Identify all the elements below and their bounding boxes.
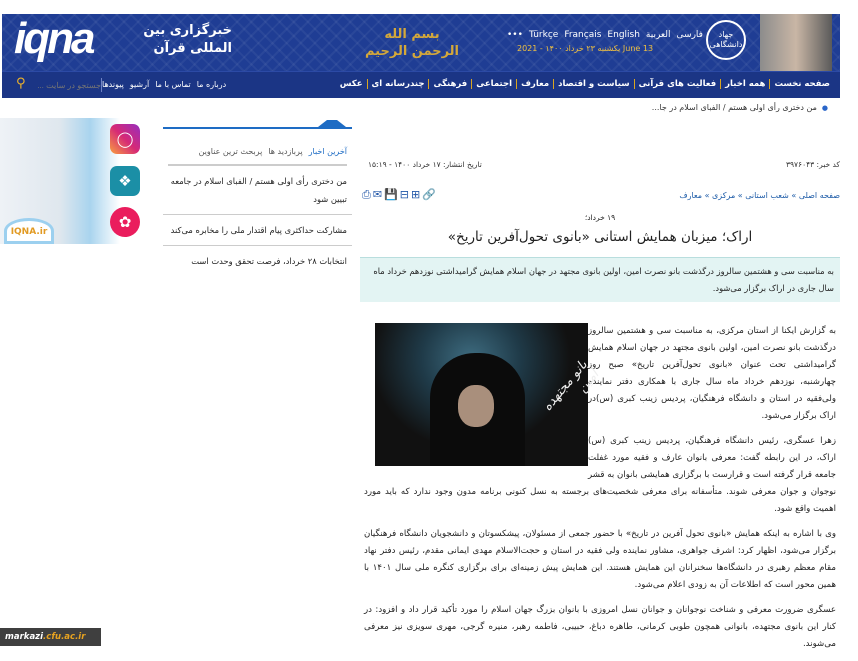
lang-english[interactable]: English: [607, 30, 640, 40]
article-paragraph: زهرا عسگری، رئیس دانشگاه فرهنگیان، پردیس زینب کبری (س) اراک، در این رابطه گفت: معرفی بانوان عارف و فقیه مورد غفلت جامعه قرار گرفته است و قرارست با برگزاری همایشی بانوان به قشر نوجوان و جوان معرفی شوند. متأسفانه برای معرفی شخصیت‌های برجسته به نسل کنونی برنامه مدون وجود ندارد که باید مورد اهمیت واقع شود.: [364, 436, 836, 514]
nav-about[interactable]: درباره ما: [196, 80, 227, 89]
nav-archive[interactable]: آرشیو: [129, 80, 150, 89]
article-title: اراک؛ میزبان همایش استانی «بانوی تحول‌آفرین تاریخ»: [447, 229, 753, 245]
article-tools: [362, 188, 436, 202]
main-nav: [2, 71, 840, 98]
font-decrease-icon[interactable]: ⊟: [399, 188, 409, 201]
badge-domain: .cfu.ac.ir: [43, 632, 86, 642]
tab-most-viewed[interactable]: پربازدید ها: [268, 147, 303, 156]
nav-social[interactable]: اجتماعی: [471, 79, 516, 89]
search-input[interactable]: [32, 78, 102, 92]
article-paragraph: وی با اشاره به اینکه همایش «بانوی تحول آفرین در تاریخ» با حضور جمعی از مسئولان، پیشکسوتان و دانشجویان دانشگاه فرهنگیان برگزار می‌شود، اظهار کرد: اشرف جواهری، مشاور نماینده ولی فقیه در استان و حجت‌الاسلام مهدی ایمانی مقدم، رئیس دفتر نهاد مقام معظم رهبری در دانشگاه‌ها سخنرانان این همایش هستند. این همایش پیش زمینه‌ای برای برگزاری کنگره ملی سال ۱۴۰۱ با همین محور است که اطلاعات آن به زودی اعلام می‌شود.: [364, 529, 837, 590]
font-increase-icon[interactable]: ⊞: [410, 188, 421, 201]
header-date: یکشنبه ۲۳ خرداد ۱۴۰۰ - 2021 June 13: [517, 44, 654, 53]
breadcrumb[interactable]: صفحه اصلی » شعب استانی » مرکزی » معارف: [679, 191, 840, 200]
lang-persian[interactable]: فارسی: [676, 30, 703, 40]
nav-quran[interactable]: فعالیت های قرآنی: [634, 79, 721, 89]
sidebar-top-bar: [163, 115, 352, 129]
sidebar-news-item[interactable]: انتخابات ۲۸ خرداد، فرصت تحقق وحدت است: [191, 256, 347, 266]
sidebar-tabs: [168, 147, 347, 166]
sidebar-news-item[interactable]: مشارکت حداکثری پیام اقتدار ملی را مخابره می‌کند: [163, 215, 352, 246]
lang-turkish[interactable]: Türkçe: [528, 30, 559, 40]
site-header: [2, 14, 840, 71]
site-badge[interactable]: [0, 628, 101, 646]
article-lead: به مناسبت سی و هشتمین سالروز درگذشت بانو نصرت امین، اولین بانوی مجتهد در جهان اسلام همایش گرامیداشتی نوزدهم خرداد ماه سال جاری در اراک برگزار می‌شود.: [360, 257, 840, 302]
instagram-icon[interactable]: ◯: [110, 124, 140, 154]
email-icon[interactable]: ✉: [372, 188, 383, 201]
aparat-icon[interactable]: ✿: [110, 207, 140, 237]
bismillah-calligraphy: بسم الله الرحمن الرحيم: [364, 27, 460, 59]
nav-maaref[interactable]: معارف: [516, 79, 553, 89]
nav-culture[interactable]: فرهنگی: [428, 79, 471, 89]
link-icon[interactable]: 🔗: [422, 188, 436, 201]
article-photo[interactable]: [375, 323, 603, 466]
soroush-icon[interactable]: ❖: [110, 166, 140, 196]
save-icon[interactable]: 💾: [384, 188, 398, 201]
lang-french[interactable]: Français: [564, 30, 602, 40]
search-icon[interactable]: ⚲: [16, 76, 26, 91]
article-paragraph: به گزارش ایکنا از استان مرکزی، به مناسبت سی و هشتمین سالروز درگذشت بانو نصرت امین، اولین بانوی مجتهد در جهان اسلام همایش گرامیداشتی تحت عنوان «بانوی تحول‌آفرین تاریخ» صبح روز چهارشنبه، نوزدهم خرداد ماه سال جاری با همکاری دفتر نماینده ولی‌فقیه در استان و دانشگاه فرهنگیان، پردیس زینب کبری (س)در اراک برگزار می‌شود.: [588, 326, 836, 421]
language-switcher: [507, 30, 703, 40]
print-icon[interactable]: ⎙: [362, 188, 371, 201]
tab-latest[interactable]: آخرین اخبار: [308, 147, 347, 156]
leaders-portrait: [760, 14, 832, 71]
article-body: [360, 323, 840, 661]
publish-date: تاریخ انتشار: ۱۷ خرداد ۱۴۰۰ - ۱۵:۱۹: [368, 160, 482, 169]
tab-most-discussed[interactable]: پربحث ترین عناوین: [198, 147, 263, 156]
nav-all-news[interactable]: همه اخبار: [720, 79, 769, 89]
news-ticker[interactable]: ● من دختری رأی اولی هستم / الفبای اسلام در جا...: [652, 103, 828, 112]
iqna-badge[interactable]: IQNA.ir: [4, 218, 54, 244]
jahad-emblem-icon: جهاد دانشگاهی: [706, 20, 746, 60]
nav-multimedia[interactable]: چندرسانه ای: [367, 79, 429, 89]
lang-arabic[interactable]: العربية: [645, 30, 671, 40]
news-code: کد خبر: ۳۹۷۶۰۴۳: [785, 160, 840, 169]
article-paragraph: عسگری ضرورت معرفی و شناخت نوجوانان و جوانان نسل امروزی با بانوان بزرگ جهان اسلام را مورد تأکید قرار داد و افزود: در کنار این بانوی مجتهده، بانوانی همچون طوبی کرمانی، طاهره دباغ، حبیبی، فاطمه رهبر، منیره گرجی، مهری سویزی نیز معرفی می‌شوند.: [364, 605, 836, 649]
article-kicker: ۱۹ خرداد؛: [584, 213, 616, 222]
nav-politics[interactable]: سیاست و اقتصاد: [553, 79, 633, 89]
nav-links[interactable]: پیوندها: [102, 80, 124, 89]
logo-subtitle: خبرگزاری بین المللی قرآن: [143, 23, 232, 56]
latest-news-sidebar: [163, 115, 352, 276]
nav-photo[interactable]: عکس: [339, 79, 363, 89]
badge-text: markazi: [5, 632, 44, 642]
sidebar-news-item[interactable]: من دختری رأی اولی هستم / الفبای اسلام در جامعه تبیین شود: [163, 166, 352, 215]
lang-more[interactable]: •••: [507, 30, 523, 40]
iqna-logo[interactable]: iqna: [14, 14, 93, 63]
photo-caption: بانو مجتهده امین: [540, 357, 603, 415]
nav-contact[interactable]: تماس با ما: [155, 80, 191, 89]
nav-home[interactable]: صفحه نخست: [769, 79, 834, 89]
photo-face: [458, 385, 494, 427]
